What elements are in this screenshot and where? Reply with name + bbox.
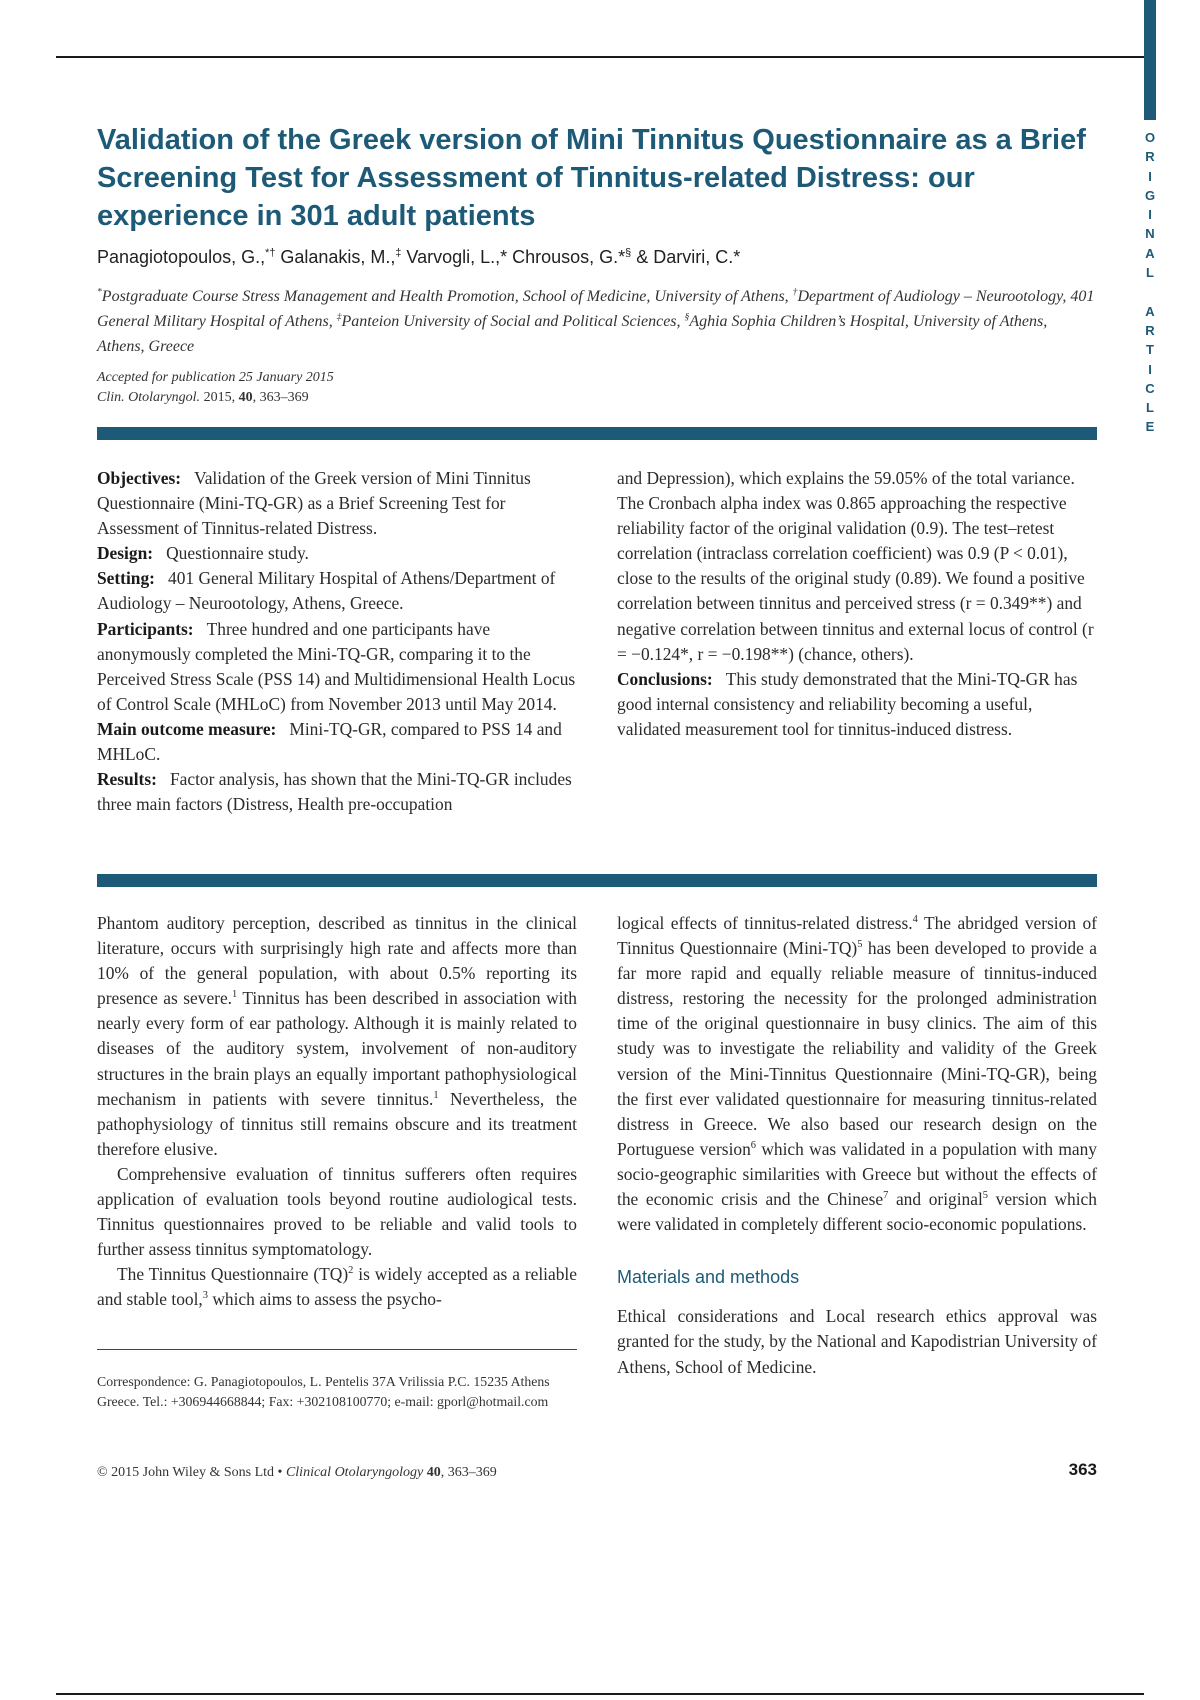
abstract-conclusions: [617, 667, 1097, 742]
body-paragraph: Comprehensive evaluation of tinnitus sufferers often requires application of evaluation tools beyond routine audiological tests. Tinnitus questionnaires proved to be reliable and valid tools to further assess tinnitus symptomatology.: [97, 1163, 577, 1260]
body-text: logical effects of tinnitus-related distress.: [617, 913, 913, 933]
author-mark: *†: [265, 247, 276, 259]
abstract-label: Main outcome measure:: [97, 718, 277, 739]
body-right-column: [617, 911, 1097, 1380]
abstract-label: Objectives:: [97, 468, 182, 488]
body-text: Tinnitus has been described in association with nearly every form of ear pathology. Although it is mainly related to diseases of the auditory system, involvement of non-auditory structures in the brain plays an equally important pathophysiological mechanism in patients with severe tinnitus.: [97, 988, 578, 1109]
reference-mark: 5: [982, 1190, 989, 1202]
reference-mark: 7: [883, 1190, 889, 1202]
copyright-line: [97, 1463, 797, 1483]
bottom-rule: [56, 1693, 1144, 1695]
body-text: has been developed to provide a far more rapid and equally reliable measure of tinnitus-induced distress, restoring the necessity for the prolonged administration time of the original questionnaire in busy clinics. The aim of this study was to investigate the reliability and validity of the Greek version of the Mini-Tinnitus Questionnaire (Mini-TQ-GR), being the first ever validated questionnaire for measuring tinnitus-related distress in Greece. We also based our research design on the Portuguese version: [617, 938, 1097, 1159]
abstract-text: Three hundred and one participants have anonymously completed the Mini-TQ-GR, comparing it to the Perceived Stress Scale (PSS 14) and Multidimensional Health Locus of Control Scale (MHLoC) from November 2013 until May 2014.: [97, 618, 576, 714]
abstract-label: Setting:: [97, 568, 155, 589]
abstract-item: [97, 717, 579, 767]
side-label-letter: A: [1145, 303, 1155, 319]
side-label-letter: [1140, 282, 1160, 301]
author-mark: ‡: [395, 247, 402, 259]
side-label-letter: I: [1148, 361, 1152, 377]
accepted-date: Accepted for publication 25 January 2015: [97, 370, 334, 385]
abstract-text: Validation of the Greek version of Mini Tinnitus Questionnaire (Mini-TQ-GR) as a Brief Screening Test for Assessment of Tinnitus-related Distress.: [97, 468, 531, 539]
affil-mark: *: [97, 286, 102, 298]
body-text: The Tinnitus Questionnaire (TQ): [117, 1264, 349, 1285]
side-label-letter: I: [1148, 168, 1152, 184]
footer-volume: 40: [423, 1465, 441, 1480]
abstract-label: Participants:: [97, 618, 194, 639]
abstract-item: [97, 566, 579, 616]
author: Varvogli, L.,* Chrousos, G.*: [401, 247, 626, 267]
citation-volume: 40: [238, 390, 253, 405]
affil-text: Aghia Sophia Children’s Hospital, University of Athens, Athens, Greece: [97, 313, 1048, 355]
reference-mark: 4: [912, 914, 918, 926]
side-accent-bar: [1144, 0, 1156, 120]
reference-mark: 5: [857, 939, 863, 951]
side-label-letter: A: [1145, 245, 1155, 261]
body-text: Nevertheless, the pathophysiology of tinnitus still remains obscure and its treatment therefore elusive.: [97, 1088, 577, 1159]
side-label-letter: R: [1145, 322, 1155, 338]
abstract-label: Conclusions:: [617, 668, 713, 689]
abstract-text: 401 General Military Hospital of Athens/Department of Audiology – Neurootology, Athens, Greece.: [97, 568, 556, 614]
reference-mark: 6: [750, 1140, 757, 1152]
affil-text: Panteion University of Social and Political Sciences,: [341, 313, 685, 330]
author-mark: §: [625, 247, 632, 259]
abstract-text: Questionnaire study.: [166, 543, 309, 564]
body-left-column: [97, 911, 577, 1313]
author: Galanakis, M.,: [275, 247, 396, 267]
affiliations: [97, 284, 1097, 359]
body-text: which was validated in a population with many socio-geographic similarities with Greece but without the effects of the economic crisis and the Chinese: [617, 1138, 1098, 1210]
copyright-text: © 2015 John Wiley & Sons Ltd •: [97, 1465, 286, 1480]
affil-mark: ‡: [336, 311, 342, 323]
journal-citation: [97, 388, 697, 408]
correspondence-note: Correspondence: G. Panagiotopoulos, L. Pentelis 37A Vrilissia P.C. 15235 Athens Greece. Tel.: +306944668844; Fax: +302108100770; e-mail: gporl@hotmail.com: [97, 1374, 550, 1409]
side-label-letter: L: [1146, 265, 1154, 281]
side-label-letter: I: [1148, 207, 1152, 223]
abstract-right-column: [617, 466, 1097, 742]
abstract-label: Results:: [97, 769, 157, 790]
author: Panagiotopoulos, G.,: [97, 247, 266, 267]
section-heading-methods: Materials and methods: [617, 1267, 800, 1288]
reference-mark: 2: [348, 1265, 354, 1277]
abstract-text: Factor analysis, has shown that the Mini-TQ-GR includes three main factors (Distress, Health pre-occupation: [97, 769, 572, 815]
article-type-label: [1140, 128, 1160, 437]
article-title: Validation of the Greek version of Mini Tinnitus Questionnaire as a Brief Screening Test for Assessment of Tinnitus-related Distress: our experience in 301 adult patients: [97, 124, 1086, 232]
body-text: Phantom auditory perception, described as tinnitus in the clinical literature, occurs with surprisingly high rate and affects more than 10% of the general population, with about 0.5% reporting its presence as severe.: [97, 913, 577, 1009]
abstract-label: Design:: [97, 543, 154, 564]
affil-text: Department of Audiology – Neurootology, 401 General Military Hospital of Athens,: [97, 288, 1095, 330]
body-text: is widely accepted as a reliable and stable tool,: [97, 1264, 577, 1310]
body-paragraph: [97, 1262, 577, 1312]
body-text: The abridged version of Tinnitus Questionnaire (Mini-TQ): [617, 913, 1097, 959]
page-number: 363: [1068, 1460, 1097, 1479]
body-text: which aims to assess the psycho-: [208, 1289, 442, 1310]
side-label-letter: E: [1145, 419, 1155, 435]
body-paragraph: Ethical considerations and Local research ethics approval was granted for the study, by the National and Kapodistrian University of Athens, School of Medicine.: [617, 1306, 1097, 1377]
top-rule: [56, 56, 1144, 58]
reference-mark: 1: [232, 989, 238, 1001]
author: & Darviri, C.*: [631, 247, 741, 267]
footnote-rule: [97, 1349, 577, 1350]
abstract-bottom-band: [97, 874, 1097, 887]
side-label-letter: O: [1144, 130, 1156, 145]
body-text: and original: [888, 1189, 983, 1210]
citation-journal: Clin. Otolaryngol.: [97, 390, 201, 405]
reference-mark: 1: [433, 1089, 439, 1101]
abstract-results-continued: and Depression), which explains the 59.05% of the total variance. The Cronbach alpha index was 0.865 approaching the respective reliability factor of the original validation (0.9). The test–retest correlation (intraclass correlation coefficient) was 0.9 (P < 0.01), close to the results of the original study (0.89). We found a positive correlation between tinnitus and perceived stress (r = 0.349**) and negative correlation between tinnitus and external locus of control (r = −0.124*, r = −0.198**) (chance, others).: [617, 468, 1094, 664]
side-label-letter: G: [1144, 187, 1156, 203]
affil-text: Postgraduate Course Stress Management and Health Promotion, School of Medicine, University of Athens,: [101, 288, 793, 305]
citation-pages: , 363–369: [252, 390, 309, 405]
side-label-letter: N: [1145, 226, 1155, 242]
abstract-text: Mini-TQ-GR, compared to PSS 14 and MHLoC.: [97, 718, 562, 765]
side-label-letter: T: [1146, 342, 1154, 358]
abstract-item: [97, 466, 579, 541]
body-paragraph: [97, 911, 577, 1162]
side-label-letter: R: [1145, 149, 1155, 165]
abstract-text: This study demonstrated that the Mini-TQ-GR has good internal consistency and reliability becoming a useful, validated measurement tool for tinnitus-induced distress.: [617, 668, 1078, 739]
body-text: version which were validated in completely different socio-economic populations.: [617, 1189, 1097, 1235]
abstract-item: [97, 617, 579, 717]
abstract-item: [97, 767, 579, 817]
side-label-letter: C: [1145, 380, 1155, 396]
footer-pages: , 363–369: [440, 1465, 497, 1480]
footer-journal: Clinical Otolaryngology: [285, 1465, 424, 1480]
side-label-letter: L: [1146, 400, 1154, 416]
body-paragraph: [617, 911, 1097, 1237]
abstract-item: [97, 541, 579, 566]
abstract-left-column: [97, 466, 579, 817]
reference-mark: 3: [202, 1290, 208, 1302]
citation-year: 2015,: [200, 390, 239, 405]
affil-mark: †: [792, 286, 798, 298]
author-list: [97, 245, 1107, 269]
affil-mark: §: [684, 311, 690, 323]
abstract-top-band: [97, 427, 1097, 440]
